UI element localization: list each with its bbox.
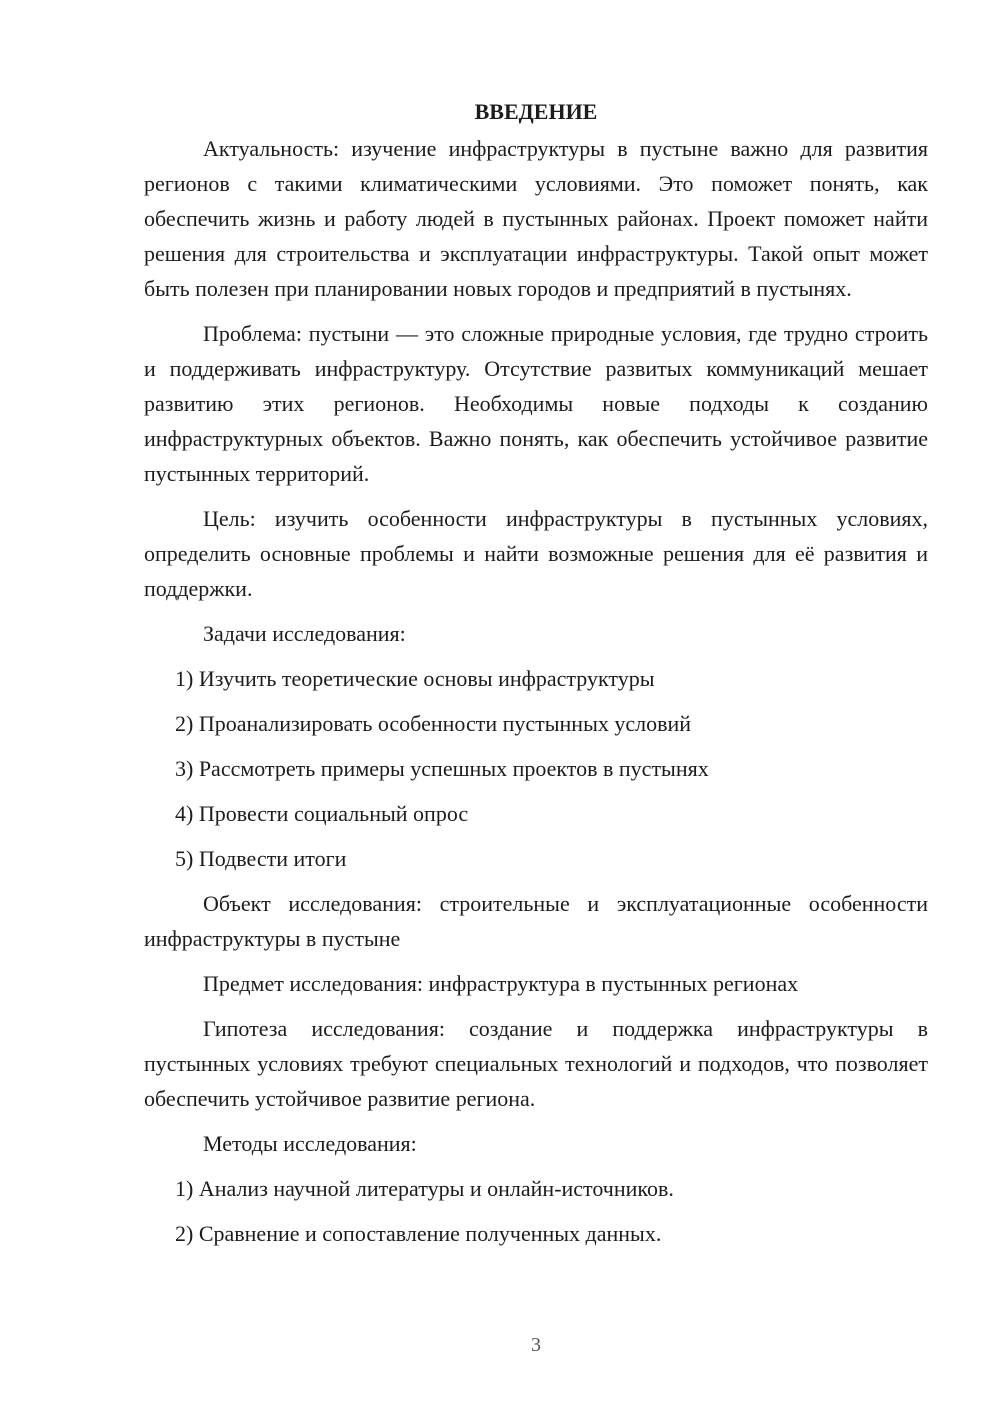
task-item: 1) Изучить теоретические основы инфраструктуры <box>175 666 655 691</box>
page-title: ВВЕДЕНИЕ <box>474 99 598 124</box>
tasks-heading: Задачи исследования: <box>203 621 406 646</box>
method-item: 2) Сравнение и сопоставление полученных данных. <box>175 1221 662 1246</box>
hypothesis-paragraph: Гипотеза исследования: создание и поддержка инфраструктуры в пустынных условиях требуют специальных технологий и подходов, что позволяет обеспечить устойчивое развитие региона. <box>144 1016 928 1111</box>
task-item: 4) Провести социальный опрос <box>175 801 469 826</box>
page-content <box>144 94 928 1261</box>
relevance-paragraph: Актуальность: изучение инфраструктуры в пустыне важно для развития регионов с такими климатическими условиями. Это поможет понять, как обеспечить жизнь и работу людей в пустынных районах. Проект поможет найти решения для строительства и эксплуатации инфраструктуры. Такой опыт может быть полезен при планировании новых городов и предприятий в пустынях. <box>144 136 928 301</box>
page-number: 3 <box>531 1334 541 1356</box>
method-item: 1) Анализ научной литературы и онлайн-источников. <box>175 1176 674 1201</box>
task-item: 5) Подвести итоги <box>175 846 347 871</box>
methods-heading: Методы исследования: <box>203 1131 417 1156</box>
goal-paragraph: Цель: изучить особенности инфраструктуры в пустынных условиях, определить основные проблемы и найти возможные решения для её развития и поддержки. <box>144 506 928 601</box>
problem-paragraph: Проблема: пустыни — это сложные природные условия, где трудно строить и поддерживать инфраструктуру. Отсутствие развитых коммуникаций мешает развитию этих регионов. Необходимы новые подходы к созданию инфраструктурных объектов. Важно понять, как обеспечить устойчивое развитие пустынных территорий. <box>144 321 928 486</box>
task-item: 3) Рассмотреть примеры успешных проектов в пустынях <box>175 756 709 781</box>
task-item: 2) Проанализировать особенности пустынных условий <box>175 711 692 736</box>
object-paragraph: Объект исследования: строительные и эксплуатационные особенности инфраструктуры в пустыне <box>144 891 928 951</box>
subject-paragraph: Предмет исследования: инфраструктура в пустынных регионах <box>203 971 799 996</box>
